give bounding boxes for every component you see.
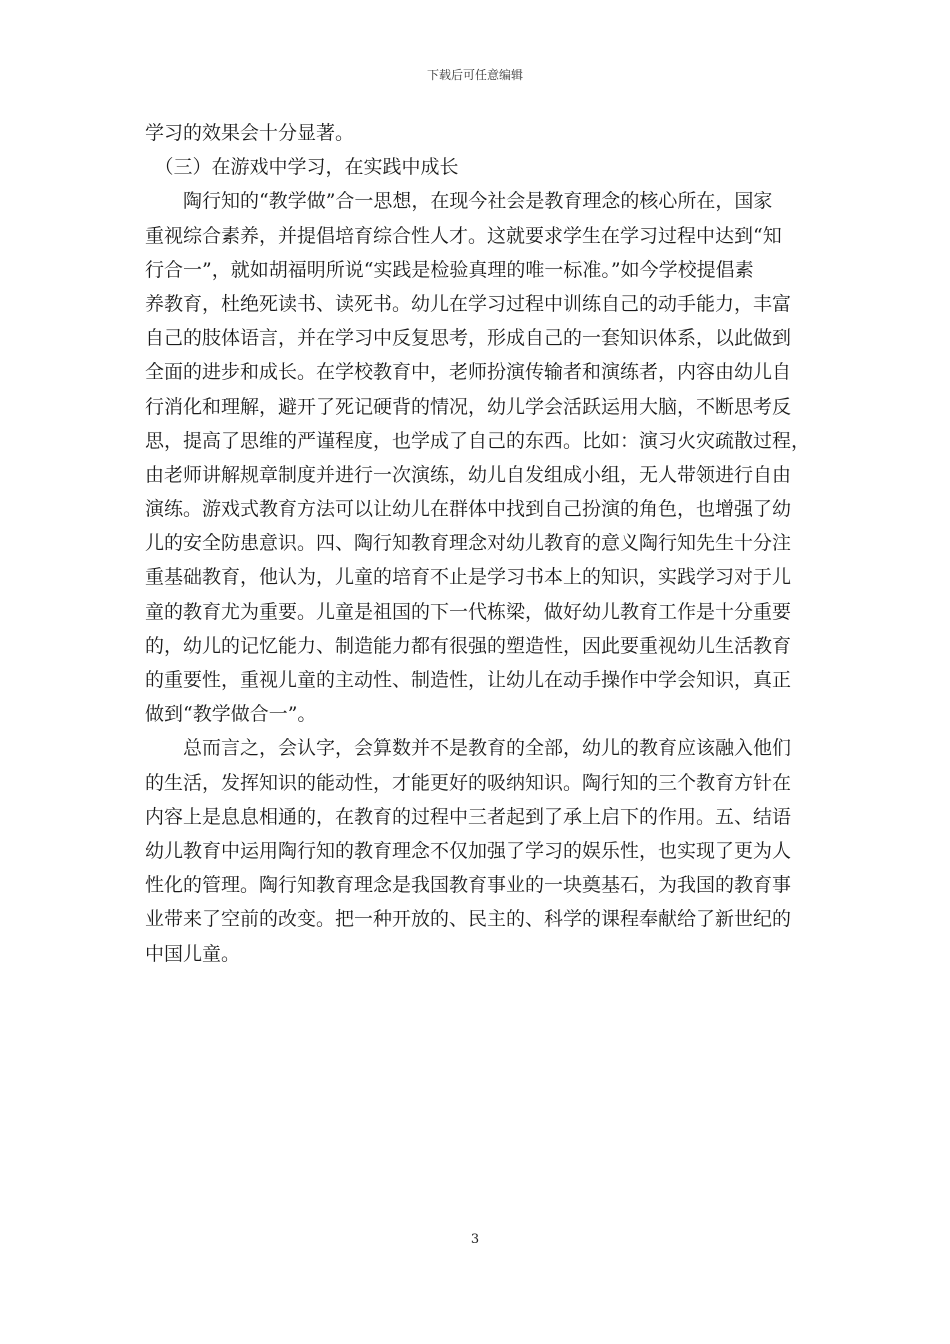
text-line: 童的教育尤为重要。儿童是祖国的下一代栋梁，做好幼儿教育工作是十分重要: [145, 600, 792, 623]
text-line: 中国儿童。: [145, 942, 241, 965]
text-line: 行合一”，就如胡福明所说“实践是检验真理的唯一标准。”如今学校提倡素: [145, 258, 754, 281]
text-line: 陶行知的“教学做”合一思想，在现今社会是教育理念的核心所在，国家: [145, 190, 773, 213]
text-line: 自己的肢体语言，并在学习中反复思考，形成自己的一套知识体系，以此做到: [145, 327, 792, 350]
text-line: 演练。游戏式教育方法可以让幼儿在群体中找到自己扮演的角色，也增强了幼: [145, 498, 792, 521]
text-line: 由老师讲解规章制度并进行一次演练，幼儿自发组成小组，无人带领进行自由: [145, 463, 792, 486]
text-line: 重视综合素养，并提倡培育综合性人才。这就要求学生在学习过程中达到“知: [145, 224, 782, 247]
text-line: 儿的安全防患意识。四、陶行知教育理念对幼儿教育的意义陶行知先生十分注: [145, 532, 792, 555]
text-line: 的生活，发挥知识的能动性，才能更好的吸纳知识。陶行知的三个教育方针在: [145, 771, 792, 794]
text-line: 做到“教学做合一”。: [145, 703, 317, 726]
document-body: [145, 116, 811, 971]
text-line: 行消化和理解，避开了死记硬背的情况，幼儿学会活跃运用大脑，不断思考反: [145, 395, 792, 418]
text-line: 重基础教育，他认为，儿童的培育不止是学习书本上的知识，实践学习对于儿: [145, 566, 792, 589]
text-line: 业带来了空前的改变。把一种开放的、民主的、科学的课程奉献给了新世纪的: [145, 908, 792, 931]
text-line: 全面的进步和成长。在学校教育中，老师扮演传输者和演练者，内容由幼儿自: [145, 361, 792, 384]
text-line: 养教育，杜绝死读书、读死书。幼儿在学习过程中训练自己的动手能力，丰富: [145, 292, 792, 315]
page-header: 下载后可任意编辑: [426, 68, 523, 82]
text-line: 幼儿教育中运用陶行知的教育理念不仅加强了学习的娱乐性，也实现了更为人: [145, 839, 792, 862]
text-line: 性化的管理。陶行知教育理念是我国教育事业的一块奠基石，为我国的教育事: [145, 874, 792, 897]
page-number: 3: [470, 1232, 480, 1247]
section-heading: （三）在游戏中学习，在实践中成长: [145, 156, 459, 179]
text-line: 的，幼儿的记忆能力、制造能力都有很强的塑造性，因此要重视幼儿生活教育: [145, 634, 792, 657]
text-line: 总而言之，会认字，会算数并不是教育的全部，幼儿的教育应该融入他们: [145, 737, 792, 760]
text-line: 学习的效果会十分显著。: [145, 122, 355, 144]
text-line: 内容上是息息相通的，在教育的过程中三者起到了承上启下的作用。五、结语: [145, 805, 792, 828]
text-line: 的重要性，重视儿童的主动性、制造性，让幼儿在动手操作中学会知识，真正: [145, 669, 792, 691]
text-line: 思，提高了思维的严谨程度，也学成了自己的东西。比如：演习火灾疏散过程，: [145, 429, 811, 452]
